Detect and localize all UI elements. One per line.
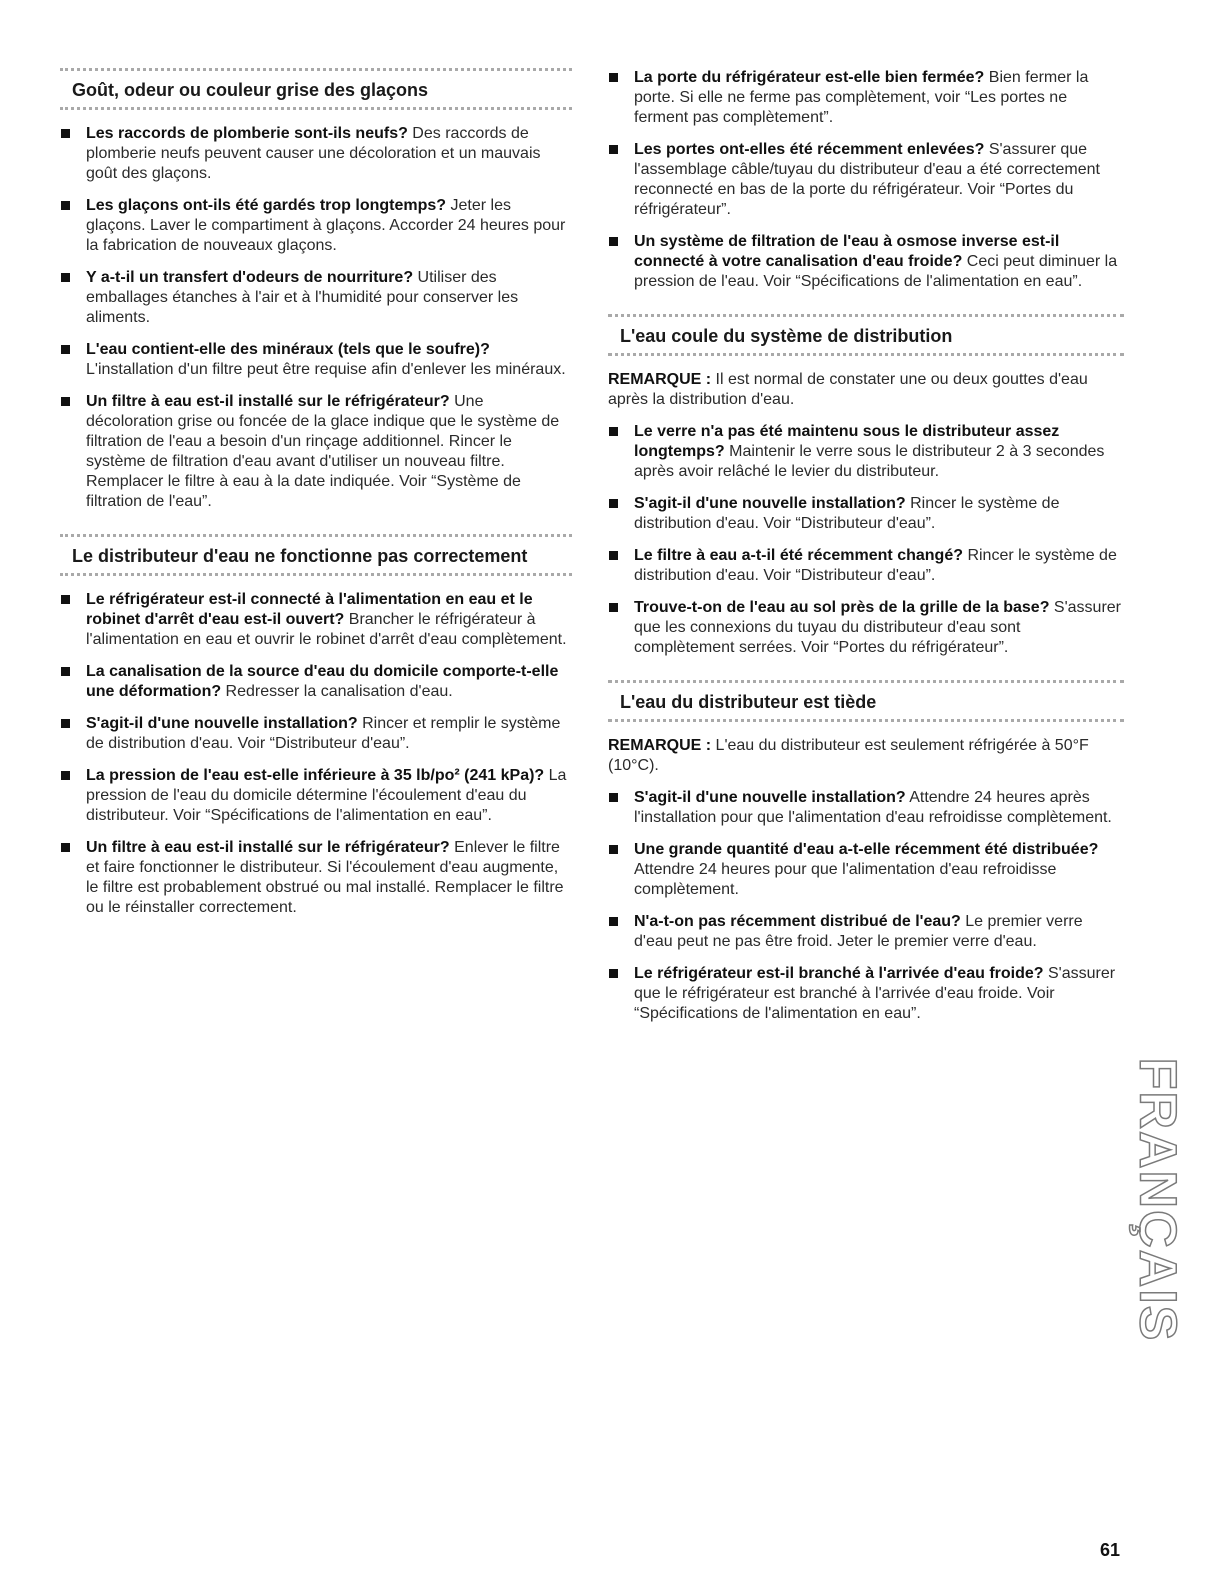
section-title: Goût, odeur ou couleur grise des glaçons xyxy=(60,68,572,110)
section-title: Le distributeur d'eau ne fonctionne pas correctement xyxy=(60,534,572,576)
question: Une grande quantité d'eau a-t-elle récemment été distribuée? xyxy=(634,841,1099,858)
answer: Brancher le réfrigérateur à l'alimentation en eau et ouvrir le robinet d'arrêt d'eau complètement. xyxy=(86,611,567,648)
note-text: Il est normal de constater une ou deux gouttes d'eau après la distribution d'eau. xyxy=(608,371,1088,408)
question: Les glaçons ont-ils été gardés trop longtemps? xyxy=(86,197,447,214)
list-item xyxy=(60,196,572,256)
question: Un filtre à eau est-il installé sur le réfrigérateur? xyxy=(86,393,450,410)
question: Y a-t-il un transfert d'odeurs de nourriture? xyxy=(86,269,414,286)
page-number: 61 xyxy=(1100,1540,1121,1560)
question: Le filtre à eau a-t-il été récemment changé? xyxy=(634,547,963,564)
question: N'a-t-on pas récemment distribué de l'eau? xyxy=(634,913,961,930)
list-item xyxy=(608,494,1124,534)
language-side-tab xyxy=(1128,1050,1186,1350)
troubleshooting-list xyxy=(60,124,572,512)
list-item xyxy=(60,838,572,918)
list-item xyxy=(608,788,1124,828)
list-item xyxy=(608,422,1124,482)
note-text: L'eau du distributeur est seulement réfrigérée à 50°F (10°C). xyxy=(608,737,1089,774)
note-label: REMARQUE : xyxy=(608,371,712,388)
question: S'agit-il d'une nouvelle installation? xyxy=(634,495,906,512)
question: La canalisation de la source d'eau du domicile comporte-t-elle une déformation? xyxy=(86,663,559,700)
right-column xyxy=(608,68,1124,1036)
note xyxy=(608,736,1124,776)
section-water-leaks xyxy=(608,314,1124,658)
list-item xyxy=(608,232,1124,292)
answer: La pression de l'eau du domicile détermine l'écoulement d'eau du distributeur. Voir “Spécifications de l'alimentation en eau”. xyxy=(86,767,567,824)
troubleshooting-list-continued xyxy=(608,68,1124,292)
section-title: L'eau du distributeur est tiède xyxy=(608,680,1124,722)
question: Les raccords de plomberie sont-ils neufs? xyxy=(86,125,408,142)
list-item xyxy=(608,546,1124,586)
answer: Ceci peut diminuer la pression de l'eau. Voir “Spécifications de l'alimentation en eau”. xyxy=(634,253,1118,290)
answer: Attendre 24 heures après l'installation pour que l'alimentation d'eau refroidisse complètement. xyxy=(634,789,1112,826)
list-item xyxy=(608,598,1124,658)
question: La pression de l'eau est-elle inférieure à 35 lb/po² (241 kPa)? xyxy=(86,767,545,784)
list-item xyxy=(60,340,572,380)
answer: L'installation d'un filtre peut être requise afin d'enlever les minéraux. xyxy=(86,361,566,378)
question: S'agit-il d'une nouvelle installation? xyxy=(86,715,358,732)
troubleshooting-list xyxy=(608,788,1124,1024)
list-item xyxy=(60,662,572,702)
answer: Attendre 24 heures pour que l'alimentation d'eau refroidisse complètement. xyxy=(634,861,1057,898)
answer: Une décoloration grise ou foncée de la glace indique que le système de filtration de l'eau a besoin d'un rinçage additionnel. Rincer le système de filtration d'eau avant d'utiliser un nouveau filtre. Remplacer le filtre à eau à la date indiquée. Voir “Système de filtration de l'eau”. xyxy=(86,393,560,510)
answer: S'assurer que les connexions du tuyau du distributeur d'eau sont complètement serrées. Voir “Portes du réfrigérateur”. xyxy=(634,599,1122,656)
list-item xyxy=(608,140,1124,220)
question: Un filtre à eau est-il installé sur le réfrigérateur? xyxy=(86,839,450,856)
answer: Jeter les glaçons. Laver le compartiment à glaçons. Accorder 24 heures pour la fabrication de nouveaux glaçons. xyxy=(86,197,566,254)
answer: Maintenir le verre sous le distributeur 2 à 3 secondes après avoir relâché le levier du distributeur. xyxy=(634,443,1105,480)
note xyxy=(608,370,1124,410)
answer: Rincer le système de distribution d'eau. Voir “Distributeur d'eau”. xyxy=(634,495,1060,532)
answer: Bien fermer la porte. Si elle ne ferme pas complètement, voir “Les portes ne ferment pas complètement”. xyxy=(634,69,1089,126)
list-item xyxy=(60,268,572,328)
troubleshooting-list xyxy=(608,422,1124,658)
section-dispenser-not-working xyxy=(60,534,572,918)
section-water-warm xyxy=(608,680,1124,1024)
list-item xyxy=(60,714,572,754)
question: Trouve-t-on de l'eau au sol près de la grille de la base? xyxy=(634,599,1050,616)
answer: Rincer le système de distribution d'eau. Voir “Distributeur d'eau”. xyxy=(634,547,1117,584)
question: Le verre n'a pas été maintenu sous le distributeur assez longtemps? xyxy=(634,423,1060,460)
answer: Le premier verre d'eau peut ne pas être froid. Jeter le premier verre d'eau. xyxy=(634,913,1083,950)
list-item xyxy=(608,912,1124,952)
list-item xyxy=(608,964,1124,1024)
section-ice-taste-odor xyxy=(60,68,572,512)
answer: Redresser la canalisation d'eau. xyxy=(221,683,453,700)
answer: Enlever le filtre et faire fonctionner le distributeur. Si l'écoulement d'eau augmente, le filtre est probablement obstrué ou mal installé. Remplacer le filtre ou le réinstaller correctement. xyxy=(86,839,564,916)
question: La porte du réfrigérateur est-elle bien fermée? xyxy=(634,69,985,86)
troubleshooting-list xyxy=(60,590,572,918)
section-title: L'eau coule du système de distribution xyxy=(608,314,1124,356)
answer: Rincer et remplir le système de distribution d'eau. Voir “Distributeur d'eau”. xyxy=(86,715,561,752)
answer: Utiliser des emballages étanches à l'air et à l'humidité pour conserver les aliments. xyxy=(86,269,519,326)
question: Le réfrigérateur est-il connecté à l'alimentation en eau et le robinet d'arrêt d'eau est-il ouvert? xyxy=(86,591,533,628)
left-column xyxy=(60,68,572,930)
list-item xyxy=(60,590,572,650)
answer: S'assurer que le réfrigérateur est branché à l'arrivée d'eau froide. Voir “Spécifications de l'alimentation en eau”. xyxy=(634,965,1116,1022)
question: S'agit-il d'une nouvelle installation? xyxy=(634,789,906,806)
answer: Des raccords de plomberie neufs peuvent causer une décoloration et un mauvais goût des glaçons. xyxy=(86,125,541,182)
list-item xyxy=(60,124,572,184)
question: Les portes ont-elles été récemment enlevées? xyxy=(634,141,985,158)
question: Un système de filtration de l'eau à osmose inverse est-il connecté à votre canalisation d'eau froide? xyxy=(634,233,1060,270)
list-item xyxy=(60,766,572,826)
list-item xyxy=(608,840,1124,900)
side-tab-label: FRANÇAIS xyxy=(1128,1057,1187,1343)
question: Le réfrigérateur est-il branché à l'arrivée d'eau froide? xyxy=(634,965,1044,982)
question: L'eau contient-elle des minéraux (tels que le soufre)? xyxy=(86,341,490,358)
list-item xyxy=(608,68,1124,128)
answer: S'assurer que l'assemblage câble/tuyau du distributeur d'eau a été correctement reconnecté en bas de la porte du réfrigérateur. Voir “Portes du réfrigérateur”. xyxy=(634,141,1100,218)
list-item xyxy=(60,392,572,512)
note-label: REMARQUE : xyxy=(608,737,712,754)
